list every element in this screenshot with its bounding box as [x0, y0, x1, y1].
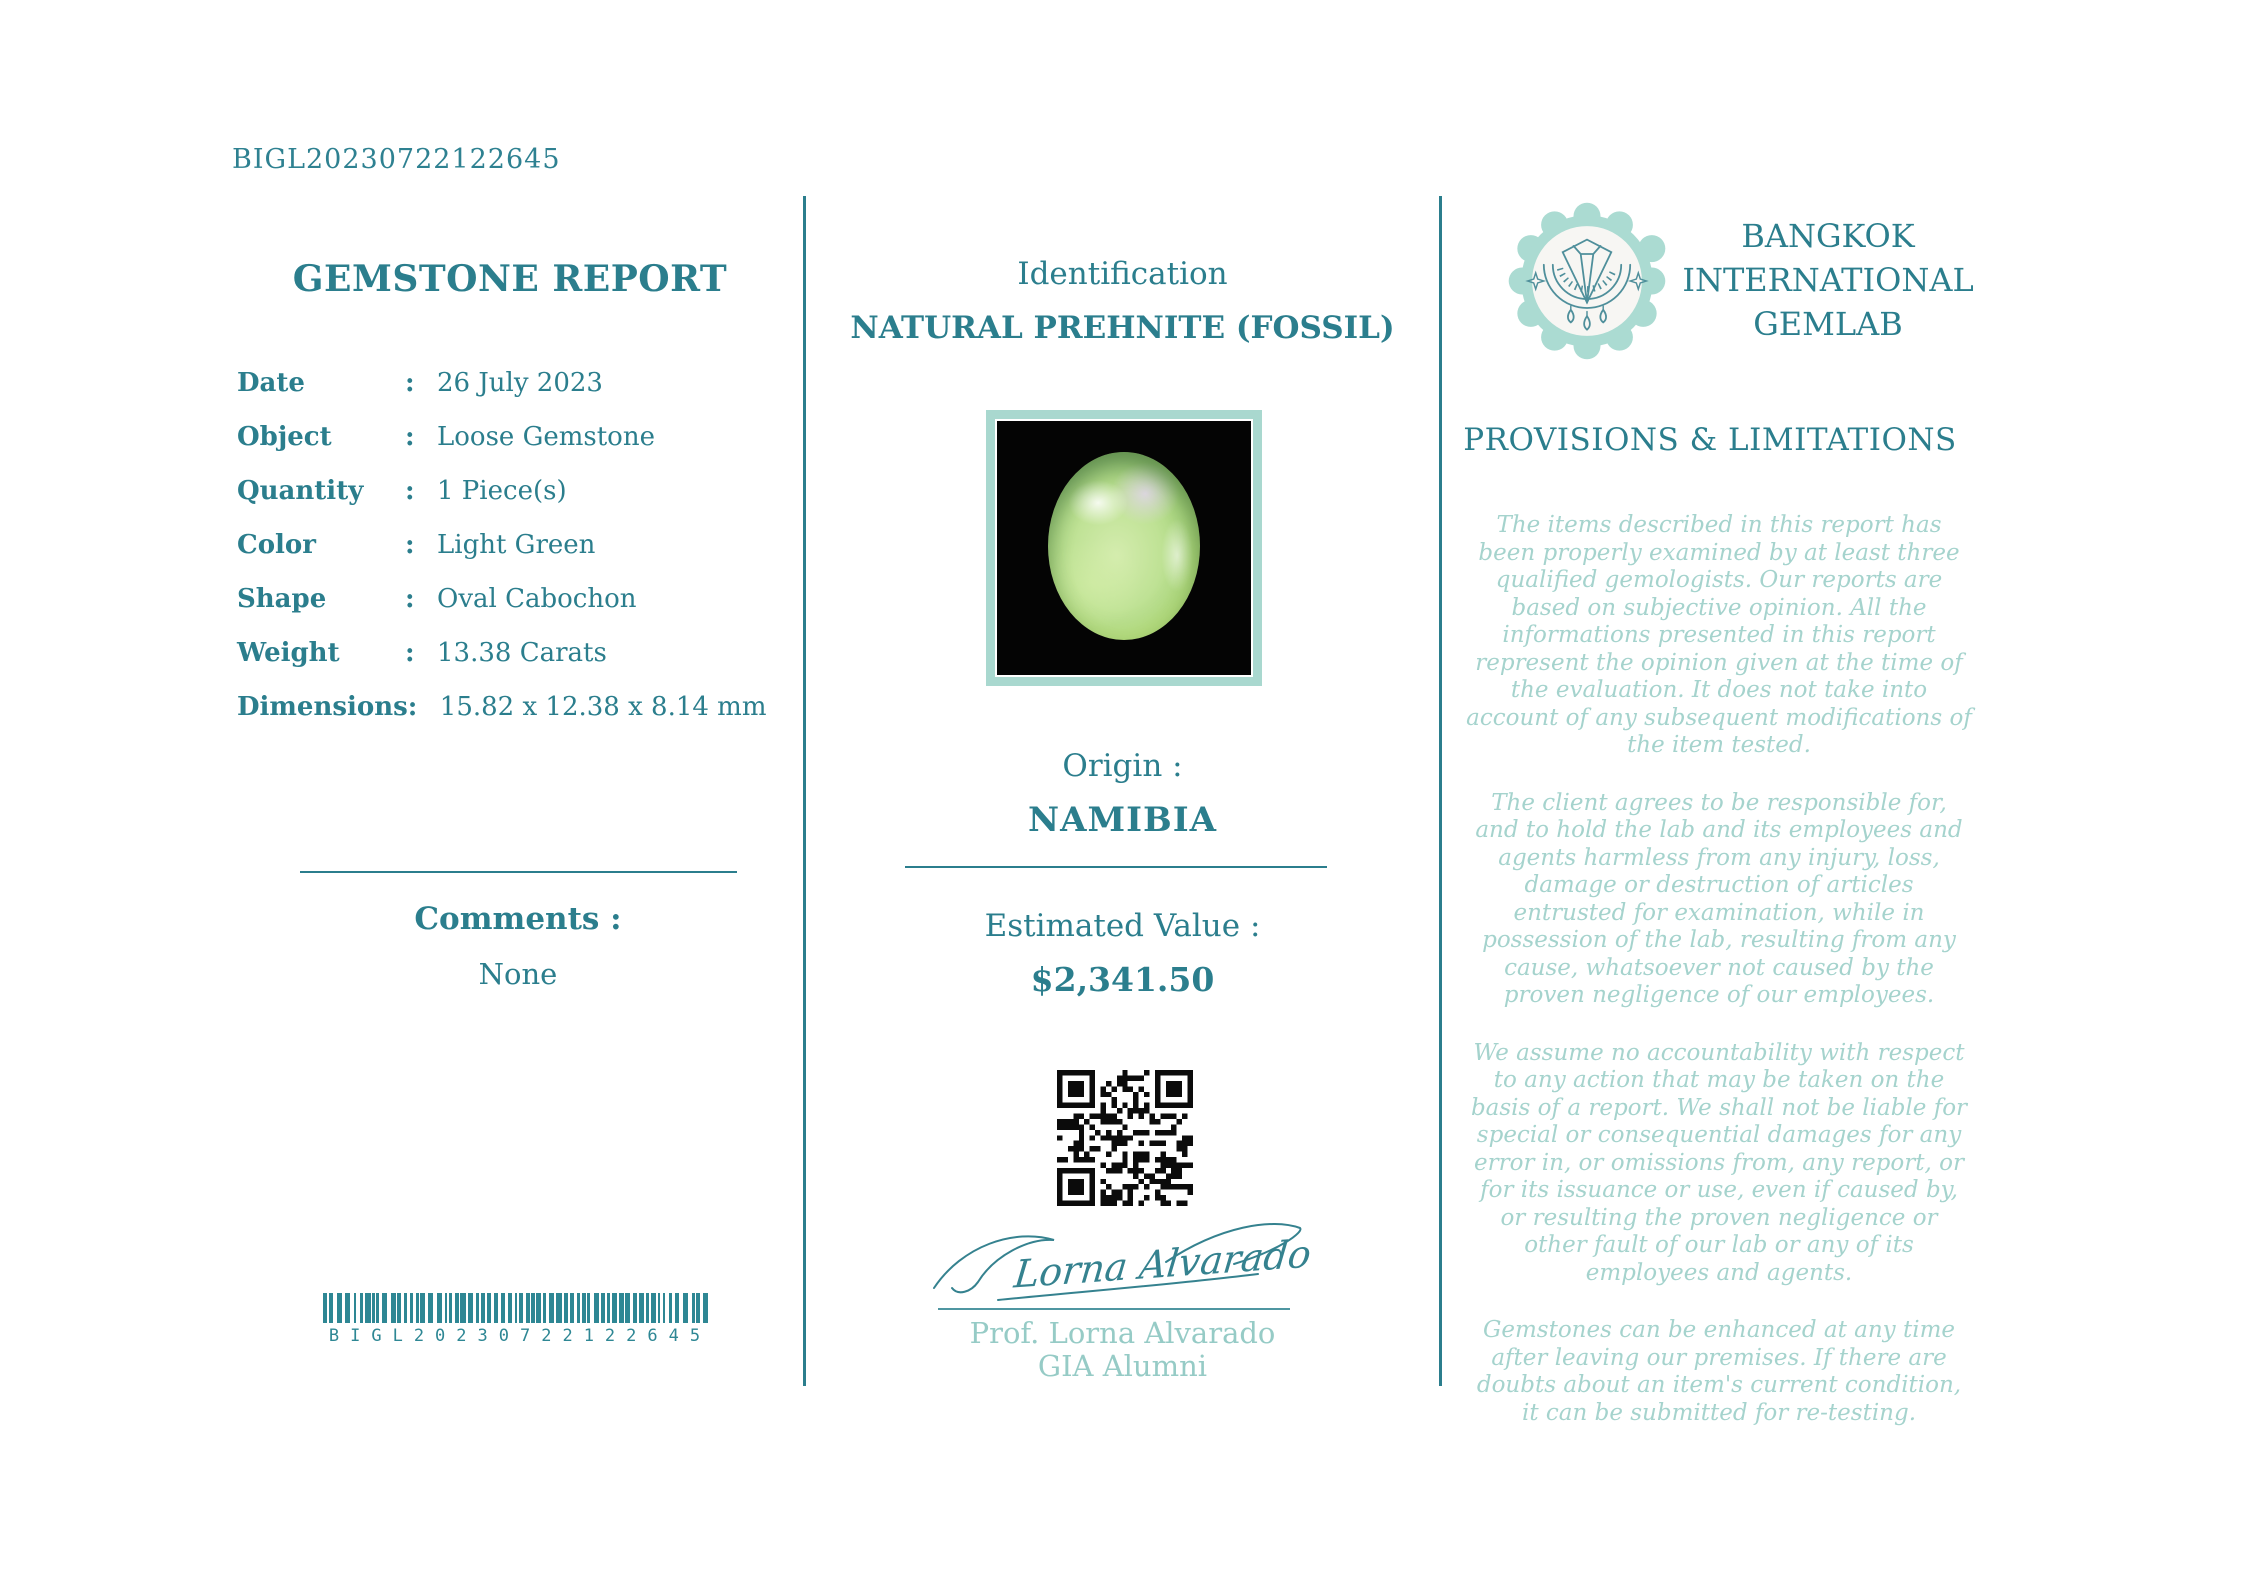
field-colon: : — [405, 530, 415, 560]
field-value: Light Green — [437, 530, 596, 560]
field-colon: : — [407, 692, 418, 722]
provisions-paragraph: Gemstones can be enhanced at any time after leaving our premises. If there are doubts about an item's current condition, it can be submitted for re-testing. — [1476, 1317, 1962, 1426]
field-value: 1 Piece(s) — [437, 476, 567, 506]
field-value: Loose Gemstone — [437, 422, 655, 452]
field-label: Color — [237, 530, 316, 560]
table-row — [237, 530, 767, 563]
field-value: Oval Cabochon — [437, 584, 637, 614]
table-row — [237, 638, 767, 671]
column-divider — [1439, 196, 1442, 1386]
column-divider — [803, 196, 806, 1386]
lab-name-line: GEMLAB — [1753, 305, 1903, 343]
provisions-title: PROVISIONS & LIMITATIONS — [1463, 422, 1957, 458]
provisions-text — [1466, 512, 1972, 1457]
signature-divider — [938, 1308, 1290, 1310]
field-colon: : — [405, 476, 415, 506]
barcode-text: BIGL20230722122645 — [328, 1326, 712, 1346]
identification-value: NATURAL PREHNITE (FOSSIL) — [850, 310, 1395, 346]
lab-name — [1672, 214, 1984, 346]
estimated-value-label: Estimated Value : — [984, 908, 1261, 944]
field-label: Quantity — [237, 476, 364, 506]
field-value: 13.38 Carats — [437, 638, 607, 668]
field-label: Object — [237, 422, 332, 452]
provisions-paragraph: The items described in this report has been properly examined by at least three qualified gemologists. Our reports are based on subjective opinion. All the informations presented in this report represent the opinion given at the time of the evaluation. It does not take into account of any subsequent modifications of the item tested. — [1466, 512, 1972, 758]
field-label: Date — [237, 368, 305, 398]
identification-label: Identification — [1017, 256, 1228, 292]
origin-label: Origin : — [1062, 748, 1183, 784]
gemlab-logo-icon — [1506, 200, 1668, 362]
comments-label: Comments : — [414, 901, 622, 937]
gemstone-image — [1048, 452, 1200, 640]
lab-name-line: BANGKOK — [1741, 217, 1915, 255]
field-colon: : — [405, 422, 415, 452]
value-divider — [905, 866, 1327, 868]
gemstone-photo — [986, 410, 1262, 686]
page-title: GEMSTONE REPORT — [292, 258, 728, 300]
field-label: Shape — [237, 584, 327, 614]
field-colon: : — [405, 368, 415, 398]
field-colon: : — [405, 638, 415, 668]
origin-value: NAMIBIA — [1027, 800, 1218, 840]
signer-title: GIA Alumni — [1037, 1349, 1208, 1383]
field-value: 15.82 x 12.38 x 8.14 mm — [439, 692, 767, 722]
gemstone-photo-background — [995, 419, 1253, 677]
table-row — [237, 476, 767, 509]
report-number: BIGL20230722122645 — [232, 144, 561, 175]
barcode — [323, 1293, 717, 1346]
field-label: Weight — [237, 638, 340, 668]
table-row — [237, 584, 767, 617]
lab-name-line: INTERNATIONAL — [1682, 261, 1974, 299]
table-row — [237, 422, 767, 455]
comments-divider — [300, 871, 737, 873]
barcode-bars-icon — [323, 1293, 717, 1323]
provisions-paragraph: The client agrees to be responsible for, and to hold the lab and its employees and agents harmless from any injury, loss, damage or destruction of articles entrusted for examination, while in possession of the lab, resulting from any cause, whatsoever not caused by the proven negligence of our employees. — [1475, 789, 1963, 1008]
qr-code-icon — [1057, 1070, 1193, 1206]
estimated-value: $2,341.50 — [1030, 960, 1215, 999]
signature-name: Lorna Alvarado — [1012, 1231, 1314, 1297]
field-label: Dimensions — [237, 692, 408, 722]
signer-name: Prof. Lorna Alvarado — [969, 1316, 1276, 1350]
signature — [928, 1212, 1312, 1310]
provisions-paragraph: We assume no accountability with respect to any action that may be taken on the basis of a report. We shall not be liable for special or consequential damages for any error in, or omissions from, any report, or for its issuance or use, even if caused by, or resulting the proven negligence or other fault of our lab or any of its employees and agents. — [1470, 1039, 1968, 1286]
field-value: 26 July 2023 — [437, 368, 603, 398]
comments-value: None — [478, 957, 558, 991]
gem-details-table — [237, 368, 767, 746]
table-row — [237, 368, 767, 401]
table-row — [237, 692, 767, 725]
field-colon: : — [405, 584, 415, 614]
